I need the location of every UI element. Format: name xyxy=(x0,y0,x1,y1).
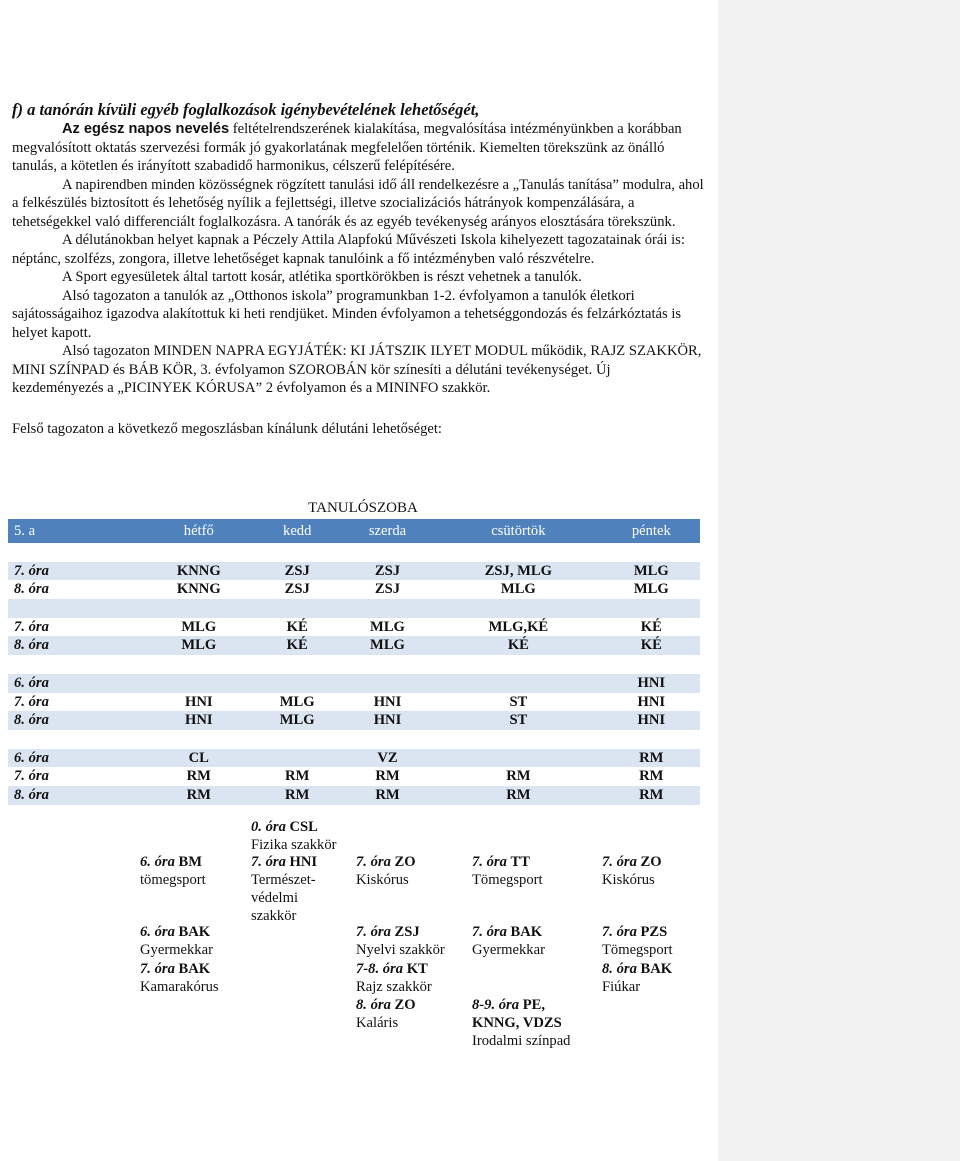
table-row xyxy=(8,767,700,786)
period-label: 8. óra xyxy=(8,786,144,805)
table-row xyxy=(8,562,700,581)
club-time: 7. óra xyxy=(356,924,395,940)
club-name: Rajz szakkör xyxy=(356,979,432,995)
period-label: 8. óra xyxy=(8,636,144,655)
club-time: 7. óra xyxy=(472,854,511,870)
table-row xyxy=(8,618,700,637)
table-cell xyxy=(144,674,254,693)
club-time: 6. óra xyxy=(140,854,179,870)
table-cell: RM xyxy=(375,768,400,785)
club-entry xyxy=(472,853,543,889)
table-header-cell: péntek xyxy=(603,519,700,543)
club-entry xyxy=(472,923,545,959)
club-entry xyxy=(251,818,337,854)
table-cell: HNI xyxy=(184,693,213,710)
schedule-table xyxy=(8,519,700,805)
club-name: Tömegsport xyxy=(602,942,673,958)
club-time: 8. óra xyxy=(356,997,395,1013)
paragraph-2: A napirendben minden közösségnek rögzített tanulási idő áll rendelkezésre a „Tanulás tanítása” modulra, ahol a felkészülés biztosított és lehetőség nyílik a fejlettségi, illetve szocializációs hátrányok kompenzálására, a tehetségekkel való differenciált foglalkozásra. A tanórák és az egyéb tevékenység arányos elosztására törekszünk. xyxy=(12,176,704,230)
period-label: 6. óra xyxy=(8,674,144,693)
table-cell: RM xyxy=(285,768,310,785)
club-name: Gyermekkar xyxy=(472,942,545,958)
table-cell: ZSJ xyxy=(284,581,310,598)
club-name: Fiúkar xyxy=(602,979,641,995)
table-cell xyxy=(434,599,602,618)
club-entry xyxy=(140,960,219,996)
club-entry xyxy=(472,996,570,1050)
club-time: 7. óra xyxy=(140,961,179,977)
table-cell: KÉ xyxy=(434,636,602,655)
table-cell: MLG xyxy=(279,693,315,710)
club-name: Természet- xyxy=(251,872,316,888)
club-name: Gyermekkar xyxy=(140,942,213,958)
club-teacher: HNI xyxy=(289,854,318,870)
table-cell: HNI xyxy=(637,693,666,710)
table-cell xyxy=(341,655,434,674)
paragraph-4: A Sport egyesületek által tartott kosár, atlétika sportkörökben is részt vehetnek a tanulók. xyxy=(62,269,582,285)
paragraph-5: Alsó tagozaton a tanulók az „Otthonos iskola” programunkban 1-2. évfolyamon a tanulók életkori sajátosságaihoz igazodva alakítottuk ki heti rendjüket. Minden évfolyamon a tehetséggondozás és felzárkóztatás is helyet kapott. xyxy=(12,287,682,341)
table-cell xyxy=(341,730,434,749)
table-spacer-row xyxy=(8,543,700,562)
table-cell xyxy=(603,599,700,618)
table-cell xyxy=(254,674,341,693)
table-cell: KÉ xyxy=(254,636,341,655)
club-teacher: BM xyxy=(178,854,203,870)
table-spacer-row xyxy=(8,599,700,618)
paragraph-1-text: feltételrendszerének kialakítása, megvalósítása intézményünkben a korábban megvalósított oktatás szervezési formák jó gyakorlatának megfelelően történik. Kiemelten törekszünk az önálló tanulás, a kötetlen és irányított szabadidő harmonikus, célszerű felépítésére. xyxy=(12,121,682,174)
club-entry xyxy=(602,960,672,996)
club-name: Nyelvi szakkör xyxy=(356,942,445,958)
table-row xyxy=(8,786,700,805)
period-label: 7. óra xyxy=(14,693,49,710)
table-cell: CL xyxy=(144,749,254,768)
club-teacher: PZS xyxy=(640,924,668,940)
table-cell: HNI xyxy=(373,693,402,710)
table-cell xyxy=(8,543,144,562)
club-time: 7. óra xyxy=(356,854,395,870)
table-cell: RM xyxy=(144,786,254,805)
club-entry xyxy=(140,853,206,889)
table-cell: MLG xyxy=(370,618,405,635)
club-entry xyxy=(602,923,673,959)
club-teacher-extra: KNNG, VDZS xyxy=(472,1015,562,1031)
table-cell xyxy=(144,543,254,562)
table-cell xyxy=(341,674,434,693)
table-cell xyxy=(434,655,602,674)
table-cell: HNI xyxy=(603,674,700,693)
club-teacher: CSL xyxy=(289,819,318,835)
club-name: szakkör xyxy=(251,908,297,924)
club-entry xyxy=(356,853,416,889)
club-name: Kamarakórus xyxy=(140,979,219,995)
table-cell: ZSJ, MLG xyxy=(434,562,602,581)
table-cell xyxy=(434,674,602,693)
table-row xyxy=(8,749,700,768)
club-entry xyxy=(356,923,445,959)
table-row xyxy=(8,636,700,655)
club-teacher: BAK xyxy=(178,961,211,977)
table-row xyxy=(8,693,700,712)
paragraph-1-lead: Az egész napos nevelés xyxy=(62,121,230,137)
club-time: 8-9. óra xyxy=(472,997,523,1013)
table-cell: ST xyxy=(509,693,528,710)
table-cell xyxy=(8,599,144,618)
club-teacher: PE, xyxy=(522,997,545,1013)
club-teacher: ZO xyxy=(394,997,416,1013)
period-label: 7. óra xyxy=(8,562,144,581)
table-cell xyxy=(603,730,700,749)
table-cell: HNI xyxy=(341,711,434,730)
table-cell xyxy=(254,749,341,768)
table-cell: RM xyxy=(341,786,434,805)
table-header-row xyxy=(8,519,700,543)
table-spacer-row xyxy=(8,655,700,674)
club-name: Fizika szakkör xyxy=(251,837,337,853)
table-cell xyxy=(8,655,144,674)
table-cell: RM xyxy=(603,749,700,768)
table-cell: RM xyxy=(254,786,341,805)
club-entry xyxy=(356,960,432,996)
table-cell xyxy=(434,730,602,749)
club-time: 7-8. óra xyxy=(356,961,407,977)
club-time: 8. óra xyxy=(602,961,641,977)
club-teacher: KT xyxy=(406,961,428,977)
table-cell xyxy=(8,730,144,749)
table-cell xyxy=(254,543,341,562)
paragraph-1 xyxy=(12,120,704,176)
table-cell: HNI xyxy=(603,711,700,730)
table-cell: MLG xyxy=(144,636,254,655)
table-cell: KNNG xyxy=(176,581,221,598)
table-cell: RM xyxy=(639,768,664,785)
club-teacher: ZO xyxy=(394,854,416,870)
table-cell xyxy=(341,599,434,618)
table-cell: MLG xyxy=(181,618,217,635)
club-name: Kaláris xyxy=(356,1015,399,1031)
table-cell: KNNG xyxy=(144,562,254,581)
period-label: 8. óra xyxy=(14,581,49,598)
table-row xyxy=(8,674,700,693)
club-entry xyxy=(140,923,213,959)
club-teacher: BAK xyxy=(510,924,543,940)
table-row xyxy=(8,711,700,730)
period-label: 6. óra xyxy=(8,749,144,768)
table-header-cell: kedd xyxy=(254,519,341,543)
table-header-cell: hétfő xyxy=(144,519,254,543)
club-time: 7. óra xyxy=(602,854,641,870)
side-panel xyxy=(718,0,960,1161)
club-teacher: BAK xyxy=(178,924,211,940)
table-cell xyxy=(254,599,341,618)
paragraph-3: A délutánokban helyet kapnak a Péczely Attila Alapfokú Művészeti Iskola kihelyezett tagozatainak órái is: néptánc, szolfézs, zongora, illetve lehetőséget kapnak tanulóink a fő intézményben való részvételre. xyxy=(12,232,685,267)
table-header-cell: csütörtök xyxy=(434,519,602,543)
table-cell xyxy=(144,655,254,674)
table-cell: MLG xyxy=(254,711,341,730)
club-name: Tömegsport xyxy=(472,872,543,888)
table-cell: MLG xyxy=(603,562,700,581)
table-cell: VZ xyxy=(341,749,434,768)
table-cell: ZSJ xyxy=(374,581,401,598)
table-cell xyxy=(254,655,341,674)
table-cell xyxy=(144,730,254,749)
table-spacer-row xyxy=(8,730,700,749)
club-entry xyxy=(356,996,416,1032)
club-teacher: BAK xyxy=(640,961,673,977)
club-teacher: ZSJ xyxy=(394,924,420,940)
table-cell: RM xyxy=(603,786,700,805)
table-cell xyxy=(434,543,602,562)
table-header-cell: 5. a xyxy=(8,519,144,543)
club-teacher: TT xyxy=(510,854,530,870)
club-name: Irodalmi színpad xyxy=(472,1033,571,1049)
section-heading: f) a tanórán kívüli egyéb foglalkozások igénybevételének lehetőségét, xyxy=(12,100,480,119)
club-time: 0. óra xyxy=(251,819,290,835)
club-name: Kiskórus xyxy=(356,872,409,888)
period-label: 8. óra xyxy=(8,711,144,730)
club-name: védelmi xyxy=(251,890,299,906)
club-name: tömegsport xyxy=(140,872,206,888)
paragraph-6: Alsó tagozaton MINDEN NAPRA EGYJÁTÉK: KI JÁTSZIK ILYET MODUL működik, RAJZ SZAKKÖR, MINI SZÍNPAD és BÁB KÖR, 3. évfolyamon SZOROBÁN kör színesíti a délutáni tevékenységet. Új kezdeményezés a „PICINYEK KÓRUSA” 2 évfolyamon és a MININFO szakkör. xyxy=(12,343,702,396)
table-cell xyxy=(144,599,254,618)
table-cell: MLG xyxy=(633,581,669,598)
table-cell: KÉ xyxy=(640,618,662,635)
table-cell: KÉ xyxy=(603,636,700,655)
table-header-cell: szerda xyxy=(341,519,434,543)
club-name: Kiskórus xyxy=(602,872,655,888)
table-cell: ST xyxy=(434,711,602,730)
club-time: 7. óra xyxy=(472,924,511,940)
table-cell xyxy=(434,749,602,768)
table-cell: RM xyxy=(506,768,531,785)
club-entry xyxy=(602,853,662,889)
club-entry xyxy=(251,853,317,925)
table-cell: ZSJ xyxy=(254,562,341,581)
table-cell: MLG,KÉ xyxy=(488,618,549,635)
club-time: 7. óra xyxy=(602,924,641,940)
table-cell: ZSJ xyxy=(341,562,434,581)
table-cell: MLG xyxy=(500,581,536,598)
table-cell: RM xyxy=(434,786,602,805)
table-cell: RM xyxy=(186,768,211,785)
period-label: 7. óra xyxy=(14,618,49,635)
club-time: 6. óra xyxy=(140,924,179,940)
table-cell xyxy=(341,543,434,562)
club-time: 7. óra xyxy=(251,854,290,870)
table-cell: KÉ xyxy=(286,618,308,635)
table-cell xyxy=(254,730,341,749)
table-cell xyxy=(603,655,700,674)
intro-line: Felső tagozaton a következő megoszlásban kínálunk délutáni lehetőséget: xyxy=(12,420,442,437)
table-cell xyxy=(603,543,700,562)
document-body xyxy=(12,100,704,438)
table-title: TANULÓSZOBA xyxy=(308,500,418,516)
table-row xyxy=(8,580,700,599)
table-cell: HNI xyxy=(144,711,254,730)
period-label: 7. óra xyxy=(14,768,49,785)
table-cell: MLG xyxy=(341,636,434,655)
club-teacher: ZO xyxy=(640,854,662,870)
